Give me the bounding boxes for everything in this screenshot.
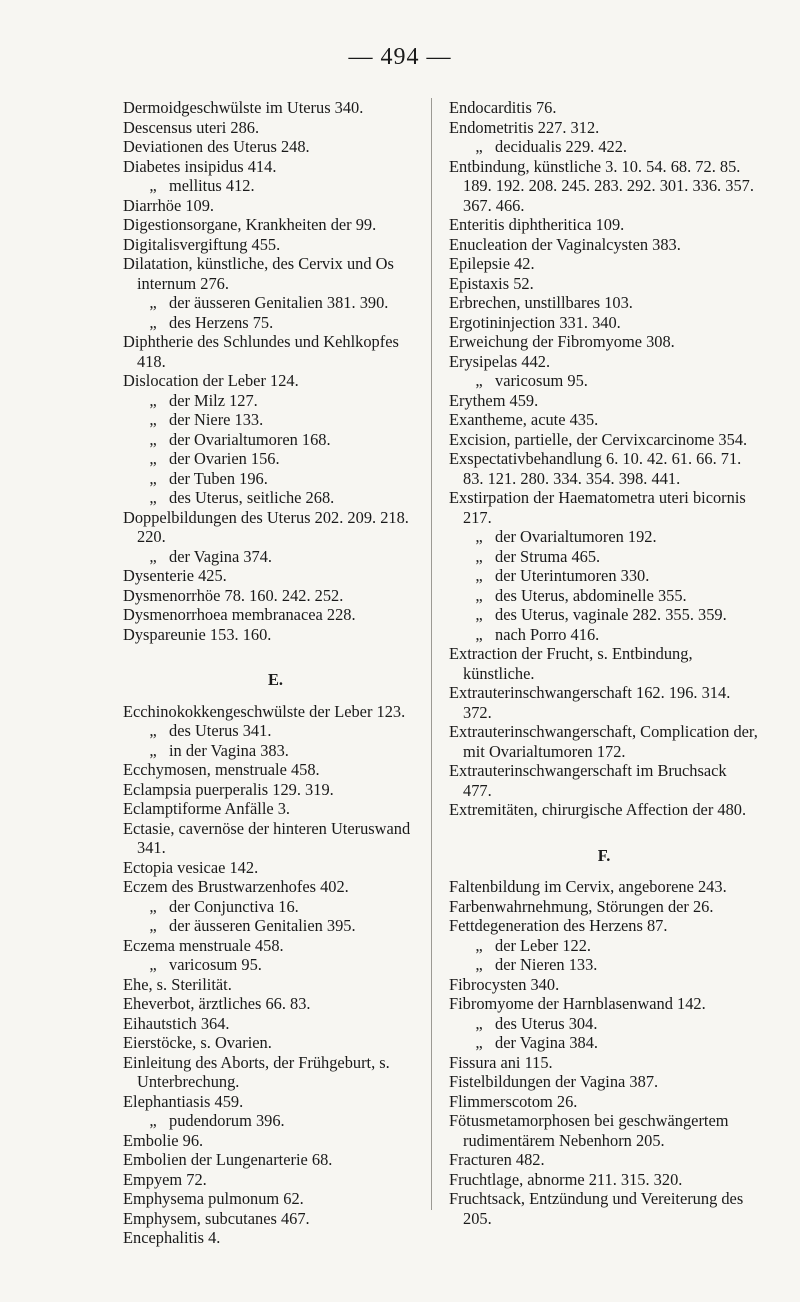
- index-entry: Empyem 72.: [123, 1169, 207, 1189]
- column-divider: [431, 98, 432, 1210]
- index-subentry-text: der Struma 465.: [495, 546, 601, 566]
- index-entry: Elephantiasis 459.: [123, 1091, 244, 1111]
- ditto-mark: „: [475, 137, 483, 156]
- index-entry: Dysmenorrhöe 78. 160. 242. 252.: [123, 585, 344, 605]
- index-entry: Dyspareunie 153. 160.: [123, 624, 272, 644]
- index-entry: Fruchtsack, Entzündung und Vereiterung des 205.: [449, 1189, 744, 1228]
- index-subentry: [449, 605, 759, 625]
- ditto-mark: „: [475, 955, 483, 974]
- index-subentry: [123, 313, 428, 333]
- index-entry: Emphysema pulmonum 62.: [123, 1189, 304, 1208]
- index-entry: Encephalitis 4.: [123, 1228, 221, 1247]
- index-subentry: [123, 916, 428, 936]
- index-subentry-text: der Vagina 374.: [169, 546, 273, 566]
- index-subentry-text: der Niere 133.: [169, 410, 264, 429]
- index-entry: Exspectativbehandlung 6. 10. 42. 61. 66. 71. 83. 121. 280. 334. 354. 398. 441.: [449, 449, 742, 488]
- index-subentry: [123, 391, 428, 411]
- ditto-mark: „: [149, 488, 157, 507]
- index-entry: Digestionsorgane, Krankheiten der 99.: [123, 215, 377, 234]
- ditto-mark: „: [149, 721, 157, 740]
- index-subentry: [123, 469, 428, 489]
- index-entry: Descensus uteri 286.: [123, 117, 260, 137]
- index-subentry-text: varicosum 95.: [169, 955, 262, 974]
- index-column-left: [123, 98, 428, 1248]
- index-subentry: [449, 566, 759, 586]
- index-entry: Fissura ani 115.: [449, 1052, 553, 1072]
- ditto-mark: „: [149, 916, 157, 935]
- index-entry: Dermoidgeschwülste im Uterus 340.: [123, 98, 364, 117]
- ditto-mark: „: [475, 624, 483, 644]
- index-subentry-text: der Nieren 133.: [495, 955, 598, 974]
- index-entry: Einleitung des Aborts, der Frühgeburt, s. Unterbrechung.: [123, 1052, 390, 1091]
- section-letter: F.: [597, 845, 611, 865]
- index-entry: Epilepsie 42.: [449, 254, 535, 273]
- index-subentry-text: der Conjunctiva 16.: [169, 896, 299, 916]
- index-entry: Entbindung, künstliche 3. 10. 54. 68. 72. 85. 189. 192. 208. 245. 283. 292. 301. 336. 357. 367. 466.: [449, 156, 754, 215]
- index-column-right: [449, 98, 759, 1228]
- index-subentry-text: der Ovarialtumoren 168.: [169, 429, 331, 449]
- index-entry: Exstirpation der Haematometra uteri bicornis 217.: [449, 488, 746, 527]
- index-entry: Exantheme, acute 435.: [449, 410, 599, 429]
- ditto-mark: „: [149, 1111, 157, 1130]
- index-subentry-text: der äusseren Genitalien 381. 390.: [169, 293, 389, 312]
- index-subentry: [449, 527, 759, 547]
- index-subentry-text: pudendorum 396.: [169, 1111, 285, 1130]
- index-entry: Deviationen des Uterus 248.: [123, 137, 310, 156]
- index-entry: Dilatation, künstliche, des Cervix und Os internum 276.: [123, 254, 394, 293]
- index-entry: Diabetes insipidus 414.: [123, 156, 277, 176]
- index-subentry-text: der Tuben 196.: [169, 468, 268, 488]
- ditto-mark: „: [475, 935, 483, 955]
- index-subentry-text: des Uterus, abdominelle 355.: [495, 585, 687, 605]
- index-entry: Erythem 459.: [449, 390, 539, 410]
- index-subentry: [449, 955, 759, 975]
- ditto-mark: „: [475, 527, 483, 546]
- index-entry: Dislocation der Leber 124.: [123, 371, 299, 390]
- index-entry: Fruchtlage, abnorme 211. 315. 320.: [449, 1169, 683, 1189]
- ditto-mark: „: [475, 1033, 483, 1052]
- index-entry: Eczem des Brustwarzenhofes 402.: [123, 877, 349, 896]
- index-subentry: [449, 586, 759, 606]
- index-subentry-text: decidualis 229. 422.: [495, 137, 628, 156]
- ditto-mark: „: [475, 566, 483, 585]
- index-subentry: [123, 1111, 428, 1131]
- index-subentry: [123, 488, 428, 508]
- index-entry: Enucleation der Vaginalcysten 383.: [449, 234, 681, 254]
- index-entry: Eclamptiforme Anfälle 3.: [123, 799, 291, 818]
- index-subentry: [123, 176, 428, 196]
- page-number: — 494 —: [348, 44, 452, 70]
- section-letter: E.: [267, 670, 284, 689]
- ditto-mark: „: [475, 546, 483, 566]
- index-entry: Diphtherie des Schlundes und Kehlkopfes 418.: [123, 332, 399, 371]
- index-entry: Doppelbildungen des Uterus 202. 209. 218. 220.: [123, 507, 409, 546]
- ditto-mark: „: [149, 955, 157, 974]
- index-entry: Dysenterie 425.: [123, 566, 227, 585]
- index-subentry-text: der äusseren Genitalien 395.: [169, 916, 356, 935]
- index-entry: Eclampsia puerperalis 129. 319.: [123, 779, 334, 799]
- index-entry: Fracturen 482.: [449, 1150, 545, 1169]
- index-subentry: [449, 547, 759, 567]
- ditto-mark: „: [149, 896, 157, 916]
- index-subentry-text: der Ovarien 156.: [169, 449, 280, 468]
- index-entry: Fötusmetamorphosen bei geschwängertem rudimentärem Nebenhorn 205.: [449, 1111, 729, 1150]
- index-subentry: [123, 955, 428, 975]
- index-subentry: [449, 371, 759, 391]
- index-entry: Ectopia vesicae 142.: [123, 857, 259, 877]
- index-entry: Endocarditis 76.: [449, 98, 557, 117]
- index-subentry: [449, 625, 759, 645]
- index-entry: Emphysem, subcutanes 467.: [123, 1208, 310, 1228]
- index-entry: Diarrhöe 109.: [123, 195, 215, 215]
- index-subentry-text: der Uterintumoren 330.: [495, 566, 650, 585]
- index-subentry: [449, 936, 759, 956]
- index-subentry: [123, 430, 428, 450]
- ditto-mark: „: [149, 546, 157, 566]
- index-entry: Erbrechen, unstillbares 103.: [449, 293, 633, 312]
- index-subentry: [123, 410, 428, 430]
- ditto-mark: „: [149, 176, 157, 195]
- index-subentry-text: der Leber 122.: [495, 935, 592, 955]
- index-entry: Extremitäten, chirurgische Affection der 480.: [449, 800, 747, 819]
- index-entry: Fistelbildungen der Vagina 387.: [449, 1072, 659, 1091]
- index-entry: Ecchinokokkengeschwülste der Leber 123.: [123, 701, 406, 721]
- index-subentry-text: der Vagina 384.: [495, 1033, 599, 1052]
- ditto-mark: „: [475, 605, 483, 624]
- index-entry: Eczema menstruale 458.: [123, 935, 284, 955]
- ditto-mark: „: [149, 312, 157, 332]
- index-entry: Extrauterinschwangerschaft im Bruchsack 477.: [449, 761, 727, 800]
- ditto-mark: „: [149, 449, 157, 468]
- index-subentry-text: des Uterus, vaginale 282. 355. 359.: [495, 605, 727, 624]
- index-entry: Embolie 96.: [123, 1130, 204, 1150]
- index-entry: Fettdegeneration des Herzens 87.: [449, 916, 668, 935]
- index-entry: Extrauterinschwangerschaft, Complication der, mit Ovarialtumoren 172.: [449, 722, 758, 761]
- index-entry: Eheverbot, ärztliches 66. 83.: [123, 994, 311, 1013]
- ditto-mark: „: [475, 371, 483, 390]
- ditto-mark: „: [149, 468, 157, 488]
- index-entry: Eierstöcke, s. Ovarien.: [123, 1033, 272, 1052]
- index-entry: Ectasie, cavernöse der hinteren Uteruswand 341.: [123, 818, 411, 857]
- index-subentry: [123, 449, 428, 469]
- ditto-mark: „: [149, 390, 157, 410]
- index-subentry-text: mellitus 412.: [169, 176, 255, 195]
- index-entry: Dysmenorrhoea membranacea 228.: [123, 605, 356, 624]
- index-subentry: [449, 137, 759, 157]
- index-subentry-text: der Milz 127.: [169, 390, 258, 410]
- index-subentry: [123, 293, 428, 313]
- index-entry: Excision, partielle, der Cervixcarcinome 354.: [449, 429, 748, 449]
- index-subentry: [123, 547, 428, 567]
- ditto-mark: „: [475, 1013, 483, 1033]
- ditto-mark: „: [149, 429, 157, 449]
- index-entry: Ecchymosen, menstruale 458.: [123, 760, 320, 779]
- index-subentry: [449, 1033, 759, 1053]
- index-entry: Farbenwahrnehmung, Störungen der 26.: [449, 896, 714, 916]
- index-entry: Extraction der Frucht, s. Entbindung, künstliche.: [449, 644, 693, 683]
- index-subentry-text: des Uterus 304.: [495, 1013, 598, 1033]
- index-entry: Eihautstich 364.: [123, 1013, 230, 1033]
- ditto-mark: „: [475, 585, 483, 605]
- index-entry: Fibromyome der Harnblasenwand 142.: [449, 994, 706, 1013]
- index-entry: Enteritis diphtheritica 109.: [449, 215, 625, 234]
- ditto-mark: „: [149, 293, 157, 312]
- index-entry: Embolien der Lungenarterie 68.: [123, 1150, 333, 1169]
- index-entry: Erweichung der Fibromyome 308.: [449, 332, 675, 351]
- index-subentry-text: des Herzens 75.: [169, 312, 274, 332]
- index-subentry-text: nach Porro 416.: [495, 624, 600, 644]
- index-entry: Flimmerscotom 26.: [449, 1091, 578, 1111]
- index-subentry: [123, 741, 428, 761]
- index-subentry-text: des Uterus 341.: [169, 721, 272, 740]
- index-subentry: [449, 1014, 759, 1034]
- index-entry: Erysipelas 442.: [449, 351, 551, 371]
- index-subentry-text: varicosum 95.: [495, 371, 588, 390]
- index-subentry: [123, 897, 428, 917]
- index-entry: Faltenbildung im Cervix, angeborene 243.: [449, 877, 727, 896]
- index-subentry: [123, 721, 428, 741]
- index-subentry-text: der Ovarialtumoren 192.: [495, 527, 657, 546]
- index-entry: Ehe, s. Sterilität.: [123, 974, 232, 994]
- index-subentry-text: des Uterus, seitliche 268.: [169, 488, 335, 507]
- ditto-mark: „: [149, 410, 157, 429]
- index-entry: Endometritis 227. 312.: [449, 117, 600, 137]
- index-subentry-text: in der Vagina 383.: [169, 740, 289, 760]
- index-entry: Extrauterinschwangerschaft 162. 196. 314. 372.: [449, 683, 731, 722]
- index-entry: Digitalisvergiftung 455.: [123, 234, 281, 254]
- index-entry: Fibrocysten 340.: [449, 974, 560, 994]
- index-entry: Epistaxis 52.: [449, 273, 534, 293]
- index-entry: Ergotininjection 331. 340.: [449, 312, 621, 332]
- ditto-mark: „: [149, 740, 157, 760]
